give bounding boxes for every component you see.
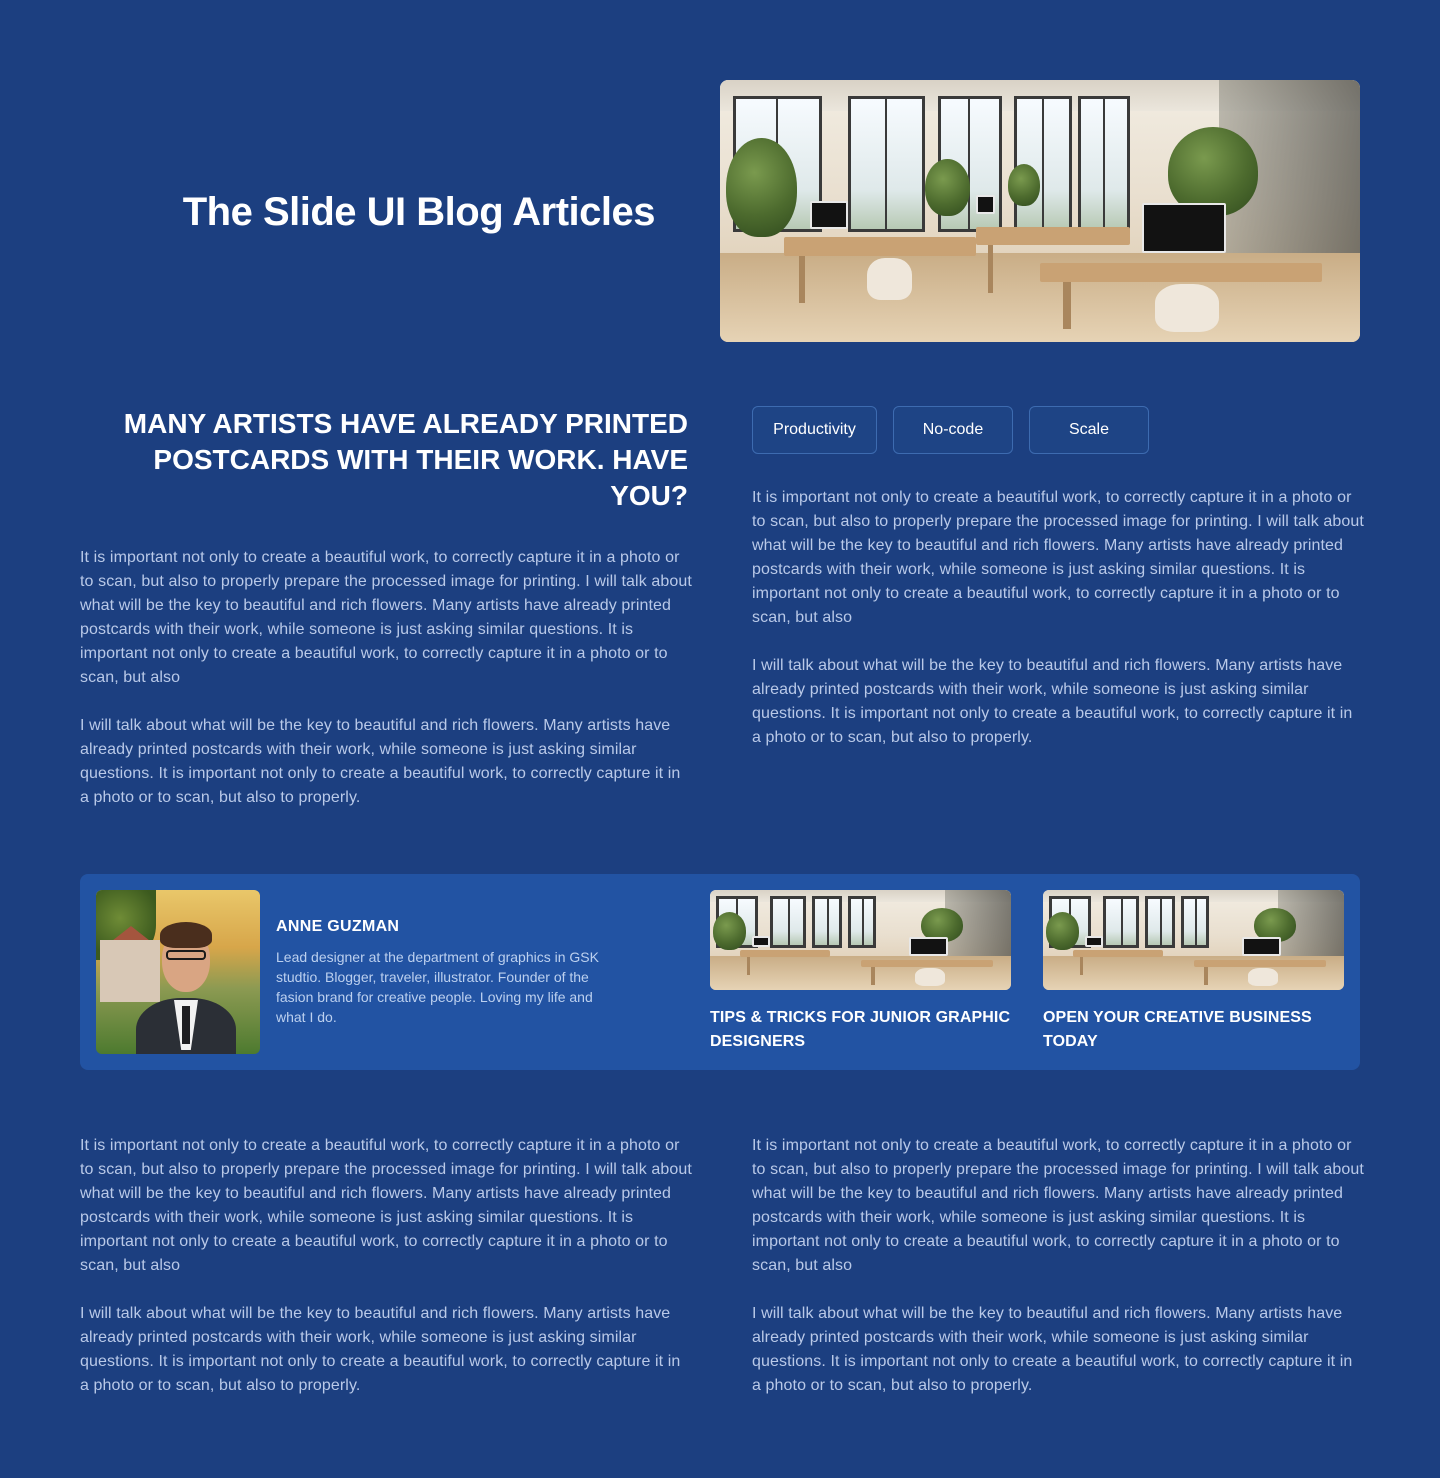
article-paragraph: It is important not only to create a beautiful work, to correctly capture it in a photo or to scan, but also to properly prepare the processed image for printing. I will talk about what will be the key to beautiful and rich flowers. Many artists have already printed postcards with their work, while someone is just asking similar questions. It is important not only to create a beautiful work, to correctly capture it in a photo or to scan, but also (80, 549, 692, 686)
tag-list (752, 406, 1149, 454)
article-text-column (752, 486, 1364, 750)
article-paragraph: It is important not only to create a beautiful work, to correctly capture it in a photo or to scan, but also to properly prepare the processed image for printing. I will talk about what will be the key to beautiful and rich flowers. Many artists have already printed postcards with their work, while someone is just asking similar questions. It is important not only to create a beautiful work, to correctly capture it in a photo or to scan, but also (752, 489, 1364, 626)
article-paragraph: I will talk about what will be the key to beautiful and rich flowers. Many artists have already printed postcards with their work, while someone is just asking similar questions. It is important not only to create a beautiful work, to correctly capture it in a photo or to scan, but also to properly. (80, 717, 681, 806)
article-headline: MANY ARTISTS HAVE ALREADY PRINTED POSTCARDS WITH THEIR WORK. HAVE YOU? (123, 408, 688, 511)
tag-no-code[interactable]: No-code (893, 406, 1013, 454)
related-article-image[interactable] (710, 890, 1011, 990)
tag-scale[interactable]: Scale (1029, 406, 1149, 454)
related-article-card[interactable] (1043, 890, 1344, 1054)
article-paragraph: I will talk about what will be the key to beautiful and rich flowers. Many artists have already printed postcards with their work, while someone is just asking similar questions. It is important not only to create a beautiful work, to correctly capture it in a photo or to scan, but also to properly. (752, 657, 1353, 746)
related-article-card[interactable] (710, 890, 1011, 1054)
article-paragraph: I will talk about what will be the key to beautiful and rich flowers. Many artists have already printed postcards with their work, while someone is just asking similar questions. It is important not only to create a beautiful work, to correctly capture it in a photo or to scan, but also to properly. (752, 1305, 1353, 1394)
related-article-image[interactable] (1043, 890, 1344, 990)
article-paragraph: It is important not only to create a beautiful work, to correctly capture it in a photo or to scan, but also to properly prepare the processed image for printing. I will talk about what will be the key to beautiful and rich flowers. Many artists have already printed postcards with their work, while someone is just asking similar questions. It is important not only to create a beautiful work, to correctly capture it in a photo or to scan, but also (752, 1137, 1364, 1274)
article-text-column (80, 546, 692, 810)
article-text-column (80, 1134, 692, 1398)
article-paragraph: I will talk about what will be the key to beautiful and rich flowers. Many artists have already printed postcards with their work, while someone is just asking similar questions. It is important not only to create a beautiful work, to correctly capture it in a photo or to scan, but also to properly. (80, 1305, 681, 1394)
author-avatar (96, 890, 260, 1054)
hero-office-image (720, 80, 1360, 342)
page-title: The Slide UI Blog Articles (182, 190, 655, 234)
related-article-title[interactable]: TIPS & TRICKS FOR JUNIOR GRAPHIC DESIGNERS (710, 1009, 1011, 1050)
article-text-column (752, 1134, 1364, 1398)
author-bio: Lead designer at the department of graphics in GSK studtio. Blogger, traveler, illustrator. Founder of the fasion brand for creative people. Loving my life and what I do. (276, 949, 599, 1025)
article-paragraph: It is important not only to create a beautiful work, to correctly capture it in a photo or to scan, but also to properly prepare the processed image for printing. I will talk about what will be the key to beautiful and rich flowers. Many artists have already printed postcards with their work, while someone is just asking similar questions. It is important not only to create a beautiful work, to correctly capture it in a photo or to scan, but also (80, 1137, 692, 1274)
author-name: ANNE GUZMAN (276, 918, 400, 935)
tag-productivity[interactable]: Productivity (752, 406, 877, 454)
related-article-title[interactable]: OPEN YOUR CREATIVE BUSINESS TODAY (1043, 1009, 1312, 1050)
